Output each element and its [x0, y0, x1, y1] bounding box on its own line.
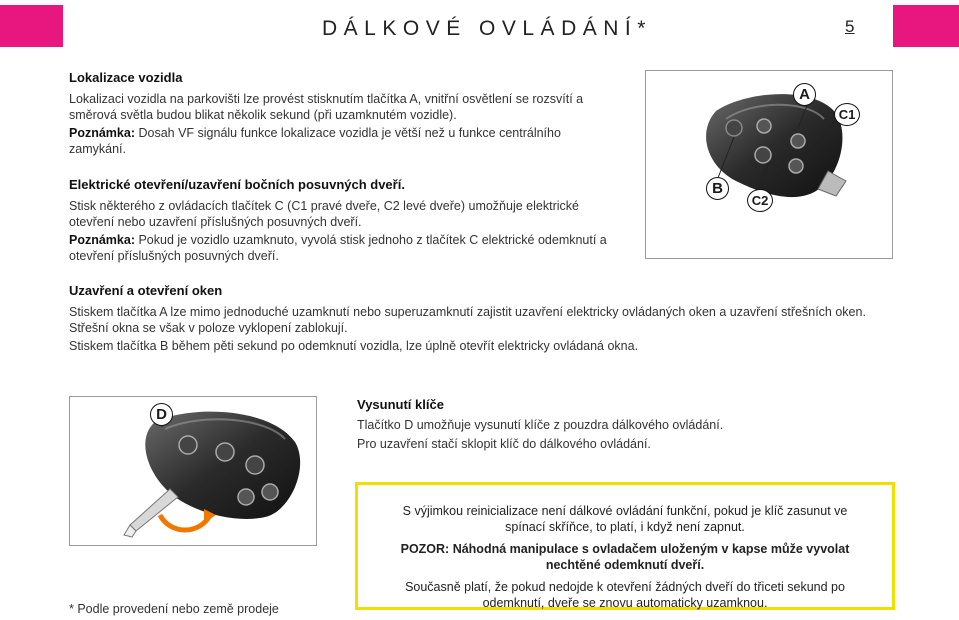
warning-text-3: Současně platí, že pokud nedojde k otevření žádných dveří do třiceti sekund po odemknutí, dveře se znovu automaticky uzamknou.: [405, 580, 845, 610]
sliding-text: Stisk některého z ovládacích tlačítek C (C1 pravé dveře, C2 levé dveře) umožňuje elektrické otevření nebo uzavření příslušných posuvných dveří.: [69, 199, 579, 229]
locate-text: Lokalizaci vozidla na parkovišti lze provést stisknutím tlačítka A, vnitřní osvětlení se rozsvítí a směrová světla budou blikat několik sekund (při uzamknutém vozidle).: [69, 92, 584, 122]
header-bar-right: [893, 5, 959, 47]
label-a: A: [793, 83, 816, 106]
key-release-heading: Vysunutí klíče: [357, 397, 444, 412]
remote-illustration-top: [645, 70, 893, 259]
key-release-text-1: Tlačítko D umožňuje vysunutí klíče z pouzdra dálkového ovládání.: [357, 418, 724, 432]
warning-text-1: S výjimkou reinicializace není dálkové ovládání funkční, pokud je klíč zasunut ve spínací skříňce, to platí, i když není zapnut.: [402, 504, 848, 534]
windows-text-1: Stiskem tlačítka A lze mimo jednoduché uzamknutí nebo superuzamknutí zajistit uzavření elektricky ovládaných oken a uzavření střešních oken. Střešní okna se však v poloze vyklopení zablokují.: [69, 305, 866, 335]
sliding-section: [69, 177, 609, 264]
windows-heading: Uzavření a otevření oken: [69, 283, 223, 298]
page-number: 5: [845, 17, 855, 36]
label-b: B: [706, 177, 729, 200]
label-c2: C2: [747, 189, 773, 212]
locate-note-text: Dosah VF signálu funkce lokalizace vozidla je větší než u funkce centrálního zamykání.: [69, 126, 561, 156]
footnote: * Podle provedení nebo země prodeje: [69, 602, 279, 616]
sliding-note-text: Pokud je vozidlo uzamknuto, vyvolá stisk jednoho z tlačítek C elektrické odemknutí a otevření příslušných posuvných dveří.: [69, 233, 607, 263]
locate-note-label: Poznámka:: [69, 126, 135, 140]
sliding-note: [69, 232, 609, 264]
label-c1: C1: [834, 103, 860, 126]
remote-illustration-bottom: [69, 396, 317, 546]
warning-text-2: POZOR: Náhodná manipulace s ovladačem uloženým v kapse může vyvolat nechtěné odemknutí dveří.: [400, 542, 850, 572]
locate-section: [69, 70, 609, 157]
remote-key-open-icon: [70, 397, 316, 545]
remote-key-front-icon: [646, 71, 892, 258]
locate-heading: Lokalizace vozidla: [69, 70, 183, 85]
page-title: DÁLKOVÉ OVLÁDÁNÍ*: [322, 17, 652, 40]
sliding-heading: Elektrické otevření/uzavření bočních posuvných dveří.: [69, 177, 405, 192]
label-d: D: [150, 403, 173, 426]
windows-section: [69, 283, 899, 354]
key-release-section: [357, 397, 887, 452]
header-bar-left: [0, 5, 63, 47]
windows-text-2: Stiskem tlačítka B během pěti sekund po odemknutí vozidla, lze úplně otevřít elektricky ovládaná okna.: [69, 339, 639, 353]
key-release-text-2: Pro uzavření stačí sklopit klíč do dálkového ovládání.: [357, 437, 651, 451]
warning-box: [355, 482, 895, 610]
locate-note: [69, 125, 609, 157]
sliding-note-label: Poznámka:: [69, 233, 135, 247]
